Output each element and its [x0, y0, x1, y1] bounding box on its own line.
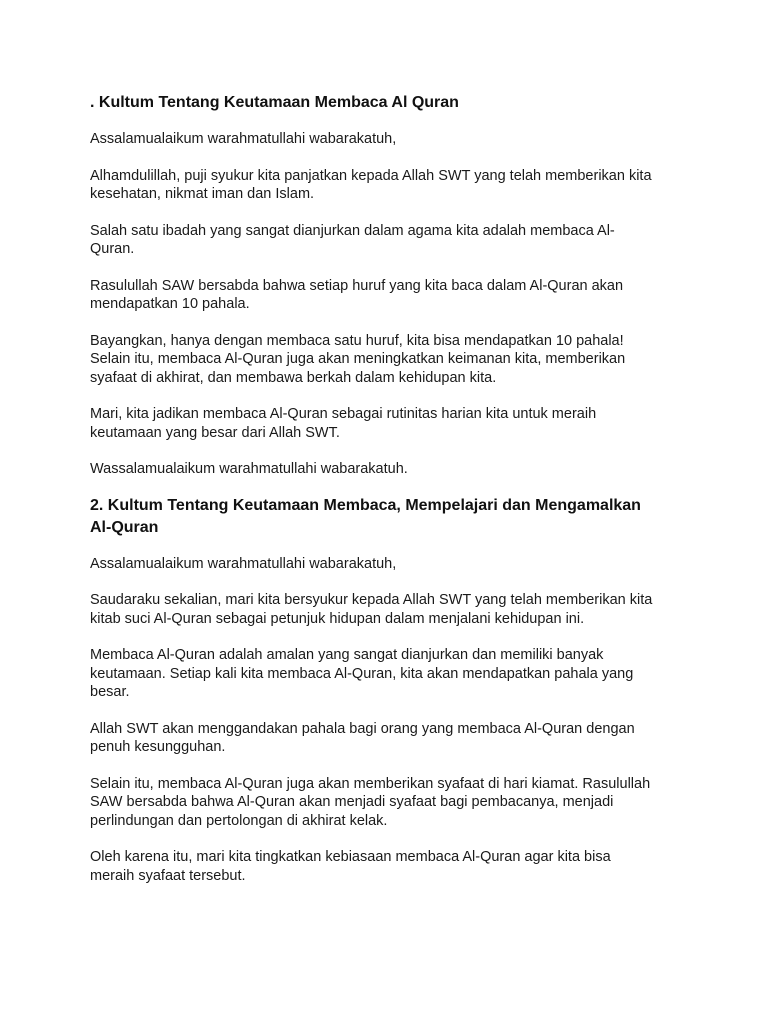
- section-2-paragraph-1: Assalamualaikum warahmatullahi wabarakatuh,: [90, 555, 397, 572]
- document-page: [90, 93, 690, 885]
- section-1-paragraph-5: Bayangkan, hanya dengan membaca satu huruf, kita bisa mendapatkan 10 pahala! Selain itu, membaca Al-Quran juga akan meningkatkan keimanan kita, memberikan syafaat di akhirat, dan membawa berkah dalam kehidupan kita.: [90, 332, 626, 386]
- section-2-title: 2. Kultum Tentang Keutamaan Membaca, Mempelajari dan Mengamalkan Al-Quran: [90, 496, 641, 536]
- section-2-paragraph-4: Allah SWT akan menggandakan pahala bagi orang yang membaca Al-Quran dengan penuh kesungguhan.: [90, 720, 635, 755]
- section-1-paragraph-4: Rasulullah SAW bersabda bahwa setiap huruf yang kita baca dalam Al-Quran akan mendapatkan 10 pahala.: [90, 277, 624, 312]
- section-1-title: . Kultum Tentang Keutamaan Membaca Al Quran: [90, 94, 459, 111]
- section-1-paragraph-6: Mari, kita jadikan membaca Al-Quran sebagai rutinitas harian kita untuk meraih keutamaan yang besar dari Allah SWT.: [90, 406, 597, 441]
- section-2-paragraph-3: Membaca Al-Quran adalah amalan yang sangat dianjurkan dan memiliki banyak keutamaan. Setiap kali kita membaca Al-Quran, kita akan mendapatkan pahala yang besar.: [90, 647, 634, 700]
- section-2-paragraph-5: Selain itu, membaca Al-Quran juga akan memberikan syafaat di hari kiamat. Rasulullah SAW bersabda bahwa Al-Quran akan menjadi syafaat bagi pembacanya, menjadi perlindungan dan pertolongan di akhirat kelak.: [90, 775, 651, 829]
- section-2-paragraph-2: Saudaraku sekalian, mari kita bersyukur kepada Allah SWT yang telah memberikan kita kitab suci Al-Quran sebagai petunjuk hidupan dalam menjalani kehidupan ini.: [90, 592, 653, 627]
- section-1-paragraph-7: Wassalamualaikum warahmatullahi wabarakatuh.: [90, 461, 408, 477]
- section-1-paragraph-2: Alhamdulillah, puji syukur kita panjatkan kepada Allah SWT yang telah memberikan kita kesehatan, nikmat iman dan Islam.: [90, 167, 652, 202]
- section-2-paragraph-6: Oleh karena itu, mari kita tingkatkan kebiasaan membaca Al-Quran agar kita bisa meraih syafaat tersebut.: [90, 849, 611, 884]
- section-1-paragraph-3: Salah satu ibadah yang sangat dianjurkan dalam agama kita adalah membaca Al- Quran.: [90, 222, 615, 257]
- section-1-paragraph-1: Assalamualaikum warahmatullahi wabarakatuh,: [90, 131, 397, 147]
